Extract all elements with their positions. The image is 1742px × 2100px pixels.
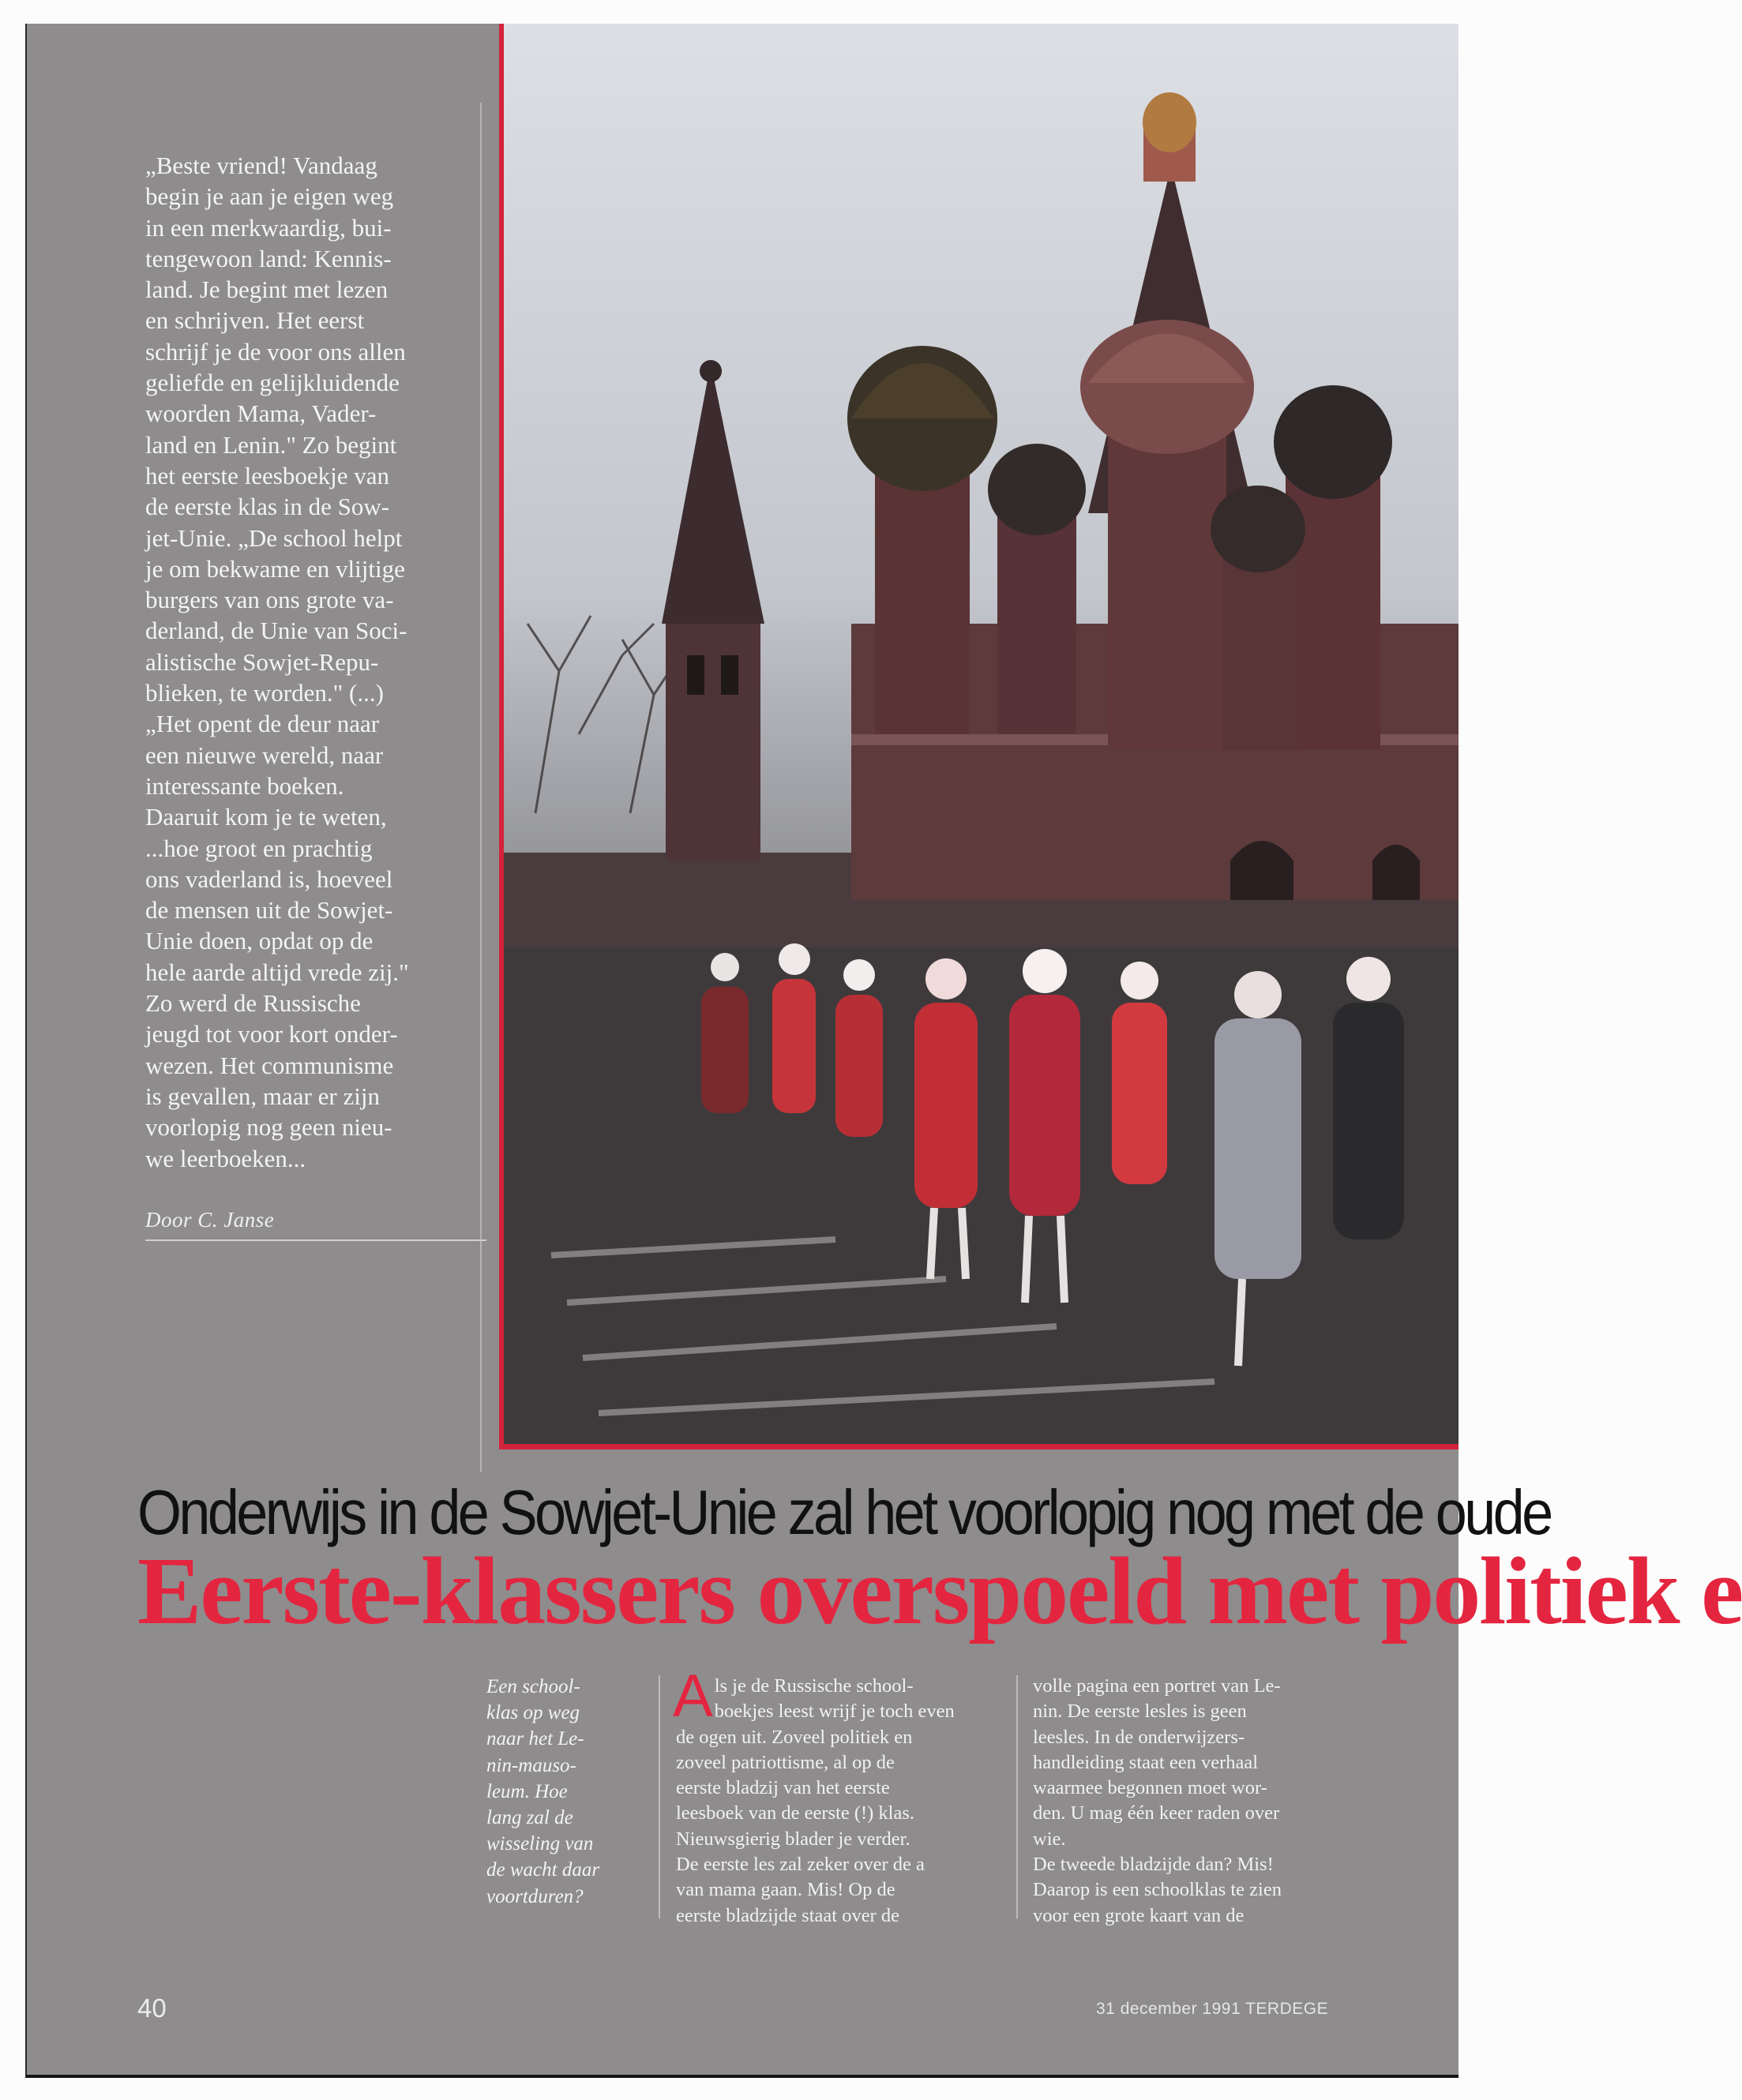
intro-line: schrijf je de voor ons allen (145, 337, 406, 366)
body-column-2 (1033, 1674, 1380, 1929)
main-headline: Eerste-klassers overspoeld met politiek e (137, 1538, 1742, 1644)
intro-line: blieken, te worden." (...) (145, 679, 384, 707)
intro-line: ons vaderland is, hoeveel (145, 864, 393, 893)
intro-line: „Beste vriend! Vandaag (145, 152, 377, 179)
intro-line: de eerste klas in de Sow- (145, 493, 390, 521)
body-line: De eerste les zal zeker over de a (676, 1854, 925, 1876)
body-line: waarmee begonnen moet wor- (1033, 1777, 1267, 1799)
caption-line: klas op weg (486, 1702, 580, 1724)
body-line: voor een grote kaart van de (1033, 1904, 1245, 1926)
intro-line: de mensen uit de Sowjet- (145, 896, 393, 924)
body-line: zoveel patriottisme, al op de (676, 1751, 895, 1773)
column-rule (1016, 1675, 1018, 1918)
intro-line: je om bekwame en vlijtige (145, 554, 405, 583)
body-line: Nieuwsgierig blader je verder. (676, 1828, 910, 1850)
caption-line: de wacht daar (486, 1859, 600, 1881)
body-line: Daarop is een schoolklas te zien (1033, 1879, 1282, 1901)
caption-line: leum. Hoe (486, 1780, 568, 1802)
byline-rule (145, 1239, 486, 1241)
body-line: boekjes leest wrijf je toch even (714, 1701, 955, 1723)
column-rule (659, 1675, 660, 1918)
caption-line: voortduren? (486, 1885, 584, 1907)
intro-line: voorlopig nog geen nieu- (145, 1113, 392, 1142)
intro-line: land. Je begint met lezen (145, 276, 389, 304)
intro-line: tengewoon land: Kennis- (145, 244, 392, 272)
intro-line: land en Lenin." Zo begint (145, 430, 397, 459)
caption-line: Een school- (486, 1676, 580, 1697)
intro-line: jeugd tot voor kort onder- (145, 1020, 398, 1048)
intro-line: geliefde en gelijkluidende (145, 369, 400, 397)
cathedral-photo (499, 24, 1459, 1449)
body-line: de ogen uit. Zoveel politiek en (676, 1726, 913, 1748)
intro-line: en schrijven. Het eerst (145, 306, 365, 335)
intro-line: in een merkwaardig, bui- (145, 213, 392, 242)
body-line: wie. (1033, 1828, 1066, 1850)
author-byline: Door C. Janse (145, 1208, 275, 1232)
body-line: leesles. In de onderwijzers- (1033, 1726, 1245, 1748)
intro-line: is gevallen, maar er zijn (145, 1082, 380, 1110)
intro-line: interessante boeken. (145, 771, 344, 800)
intro-line: wezen. Het communisme (145, 1051, 394, 1079)
body-line: ls je de Russische school- (714, 1675, 914, 1697)
intro-line: Daaruit kom je te weten, (145, 803, 387, 831)
photo-caption (486, 1674, 656, 1910)
intro-line: ...hoe groot en prachtig (145, 834, 373, 862)
caption-line: nin-mauso- (486, 1754, 576, 1776)
body-line: nin. De eerste lesles is geen (1033, 1701, 1247, 1723)
intro-line: begin je aan je eigen weg (145, 182, 394, 211)
intro-column (145, 150, 486, 1174)
st-basils-illustration (504, 24, 1459, 1444)
intro-line: jet-Unie. „De school helpt (145, 523, 403, 552)
intro-line: hele aarde altijd vrede zij." (145, 958, 409, 986)
body-line: handleiding staat een verhaal (1033, 1751, 1259, 1773)
body-line: De tweede bladzijde dan? Mis! (1033, 1854, 1274, 1876)
body-line: van mama gaan. Mis! Op de (676, 1879, 895, 1901)
page-number: 40 (137, 1993, 167, 2023)
intro-line: Zo werd de Russische (145, 989, 361, 1018)
headline-kicker: Onderwijs in de Sowjet-Unie zal het voorlopig nog met de oude (137, 1477, 1551, 1547)
body-line: volle pagina een portret van Le- (1033, 1675, 1281, 1697)
drop-cap: A (673, 1663, 713, 1730)
body-line: eerste bladzij van het eerste (676, 1777, 890, 1799)
magazine-page (25, 24, 1742, 2078)
body-column-1 (673, 1663, 1008, 1929)
caption-line: lang zal de (486, 1807, 573, 1829)
caption-line: wisseling van (486, 1833, 594, 1855)
intro-line: derland, de Unie van Soci- (145, 617, 407, 645)
intro-line: woorden Mama, Vader- (145, 399, 377, 428)
intro-line: een nieuwe wereld, naar (145, 741, 384, 769)
issue-dateline: 31 december 1991 TERDEGE (1096, 2000, 1329, 2018)
body-line: eerste bladzijde staat over de (676, 1904, 899, 1926)
intro-line: „Het opent de deur naar (145, 710, 380, 738)
caption-line: naar het Le- (486, 1728, 584, 1750)
body-line: leesboek van de eerste (!) klas. (676, 1802, 915, 1824)
intro-line: het eerste leesboekje van (145, 461, 389, 489)
intro-line: alistische Sowjet-Repu- (145, 647, 379, 676)
intro-line: Unie doen, opdat op de (145, 927, 374, 955)
intro-line: we leerboeken... (145, 1144, 306, 1172)
intro-line: burgers van ons grote va- (145, 586, 394, 614)
body-line: den. U mag één keer raden over (1033, 1802, 1280, 1824)
